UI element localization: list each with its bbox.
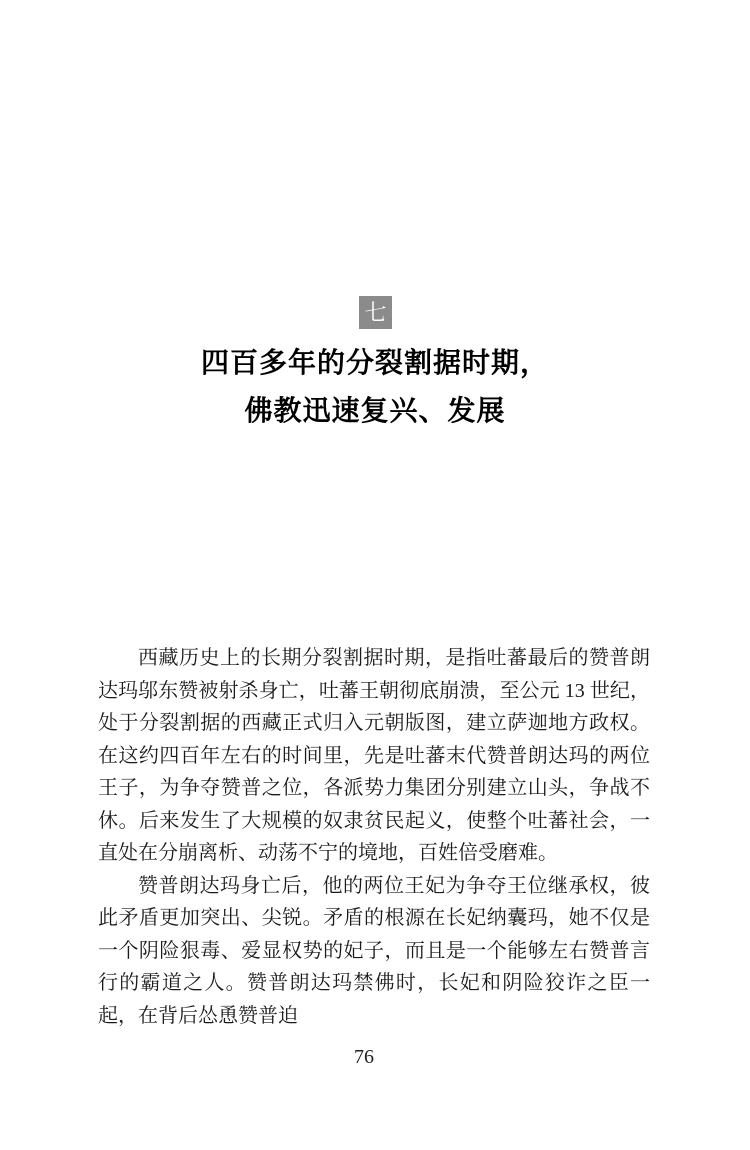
chapter-number: 七 <box>364 300 387 325</box>
chapter-title-line-2: 佛教迅速复兴、发展 <box>244 396 506 427</box>
page-number: 76 <box>354 1046 374 1068</box>
chapter-title <box>0 340 750 436</box>
chapter-title-line-1: 四百多年的分裂割据时期， <box>200 348 549 379</box>
body-text <box>98 642 650 1032</box>
paragraph: 赞普朗达玛身亡后，他的两位王妃为争夺王位继承权，彼此矛盾更加突出、尖锐。矛盾的根源在长妃纳囊玛，她不仅是一个阴险狠毒、爱显权势的妃子，而且是一个能够左右赞普言行的霸道之人。赞普朗达玛禁佛时，长妃和阴险狡诈之臣一起，在背后怂恿赞普迫 <box>98 874 650 1027</box>
paragraph: 西藏历史上的长期分裂割据时期，是指吐蕃最后的赞普朗达玛邬东赞被射杀身亡，吐蕃王朝彻底崩溃，至公元 13 世纪，处于分裂割据的西藏正式归入元朝版图，建立萨迦地方政权。在这约四百年左右的时间里，先是吐蕃末代赞普朗达玛的两位王子，为争夺赞普之位，各派势力集团分别建立山头，争战不休。后来发生了大规模的奴隶贫民起义，使整个吐蕃社会，一直处在分崩离析、动荡不宁的境地，百姓倍受磨难。 <box>98 647 650 864</box>
chapter-number-badge <box>359 296 392 329</box>
